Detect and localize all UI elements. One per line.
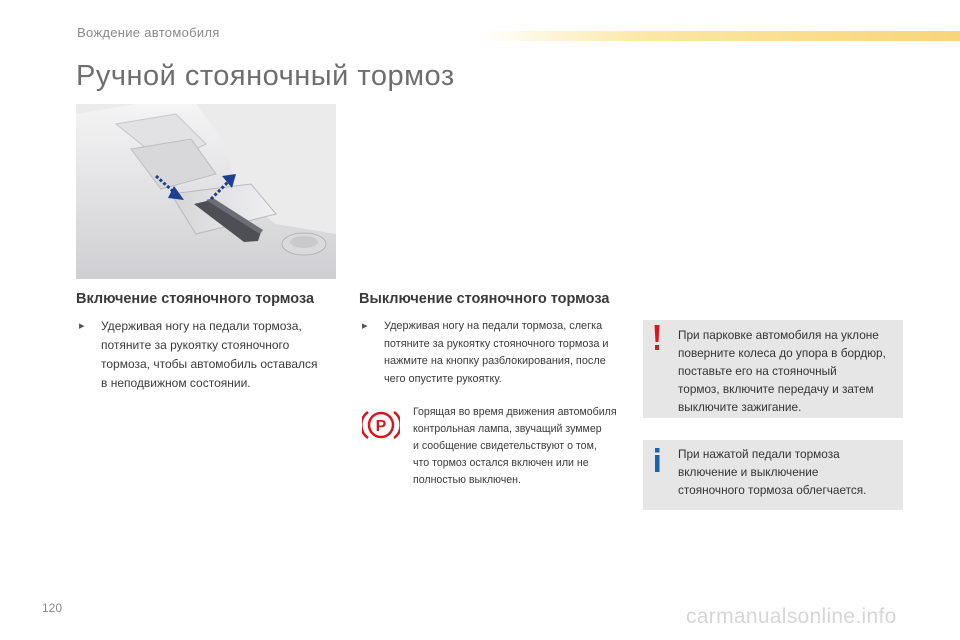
note-line: что тормоз остался включен или не <box>413 457 589 469</box>
engage-line: потяните за рукоятку стояночного <box>101 338 290 352</box>
parking-brake-warning-icon <box>362 408 400 442</box>
release-line: Удерживая ногу на педали тормоза, слегка <box>384 320 603 332</box>
info-text <box>678 445 895 499</box>
header-accent-bar <box>480 31 960 41</box>
page-title: Ручной стояночный тормоз <box>76 60 455 92</box>
warning-line: тормоз, включите передачу и затем <box>678 382 874 396</box>
warning-text <box>678 326 895 416</box>
note-line: Горящая во время движения автомобиля <box>413 406 617 418</box>
info-i-icon <box>654 448 660 472</box>
warning-line: поставьте его на стояночный <box>678 364 837 378</box>
release-instruction <box>362 318 632 388</box>
release-line: нажмите на кнопку разблокирования, после <box>384 355 606 367</box>
handbrake-photo <box>76 104 336 279</box>
warning-line: выключите зажигание. <box>678 400 802 414</box>
release-heading: Выключение стояночного тормоза <box>359 291 610 307</box>
note-line: полностью выключен. <box>413 474 521 486</box>
bullet-arrow-icon: ▸ <box>362 320 368 332</box>
engage-line: Удерживая ногу на педали тормоза, <box>101 319 302 333</box>
engage-line: тормоза, чтобы автомобиль оставался <box>101 357 318 371</box>
info-line: При нажатой педали тормоза <box>678 447 840 461</box>
engage-line: в неподвижном состоянии. <box>101 376 251 390</box>
exclamation-icon <box>654 325 660 351</box>
warning-light-note <box>413 404 638 489</box>
handbrake-illustration <box>76 104 336 279</box>
info-line: стояночного тормоза облегчается. <box>678 483 867 497</box>
info-box <box>643 440 903 510</box>
engage-heading: Включение стояночного тормоза <box>76 291 315 307</box>
release-line: чего опустите рукоятку. <box>384 372 502 385</box>
bullet-arrow-icon: ▸ <box>79 320 85 332</box>
page-number: 120 <box>42 601 63 615</box>
warning-line: При парковке автомобиля на уклоне <box>678 328 879 342</box>
release-line: потяните за рукоятку стояночного тормоза и <box>384 337 609 350</box>
engage-instruction <box>79 317 354 393</box>
watermark: carmanualsonline.info <box>686 605 897 628</box>
info-line: включение и выключение <box>678 465 819 479</box>
note-line: контрольная лампа, звучащий зуммер <box>413 423 602 435</box>
parking-letter: P <box>375 418 387 435</box>
note-line: и сообщение свидетельствуют о том, <box>413 440 597 452</box>
section-label: Вождение автомобиля <box>77 25 220 40</box>
warning-line: поверните колеса до упора в бордюр, <box>678 346 886 360</box>
warning-box <box>643 320 903 418</box>
